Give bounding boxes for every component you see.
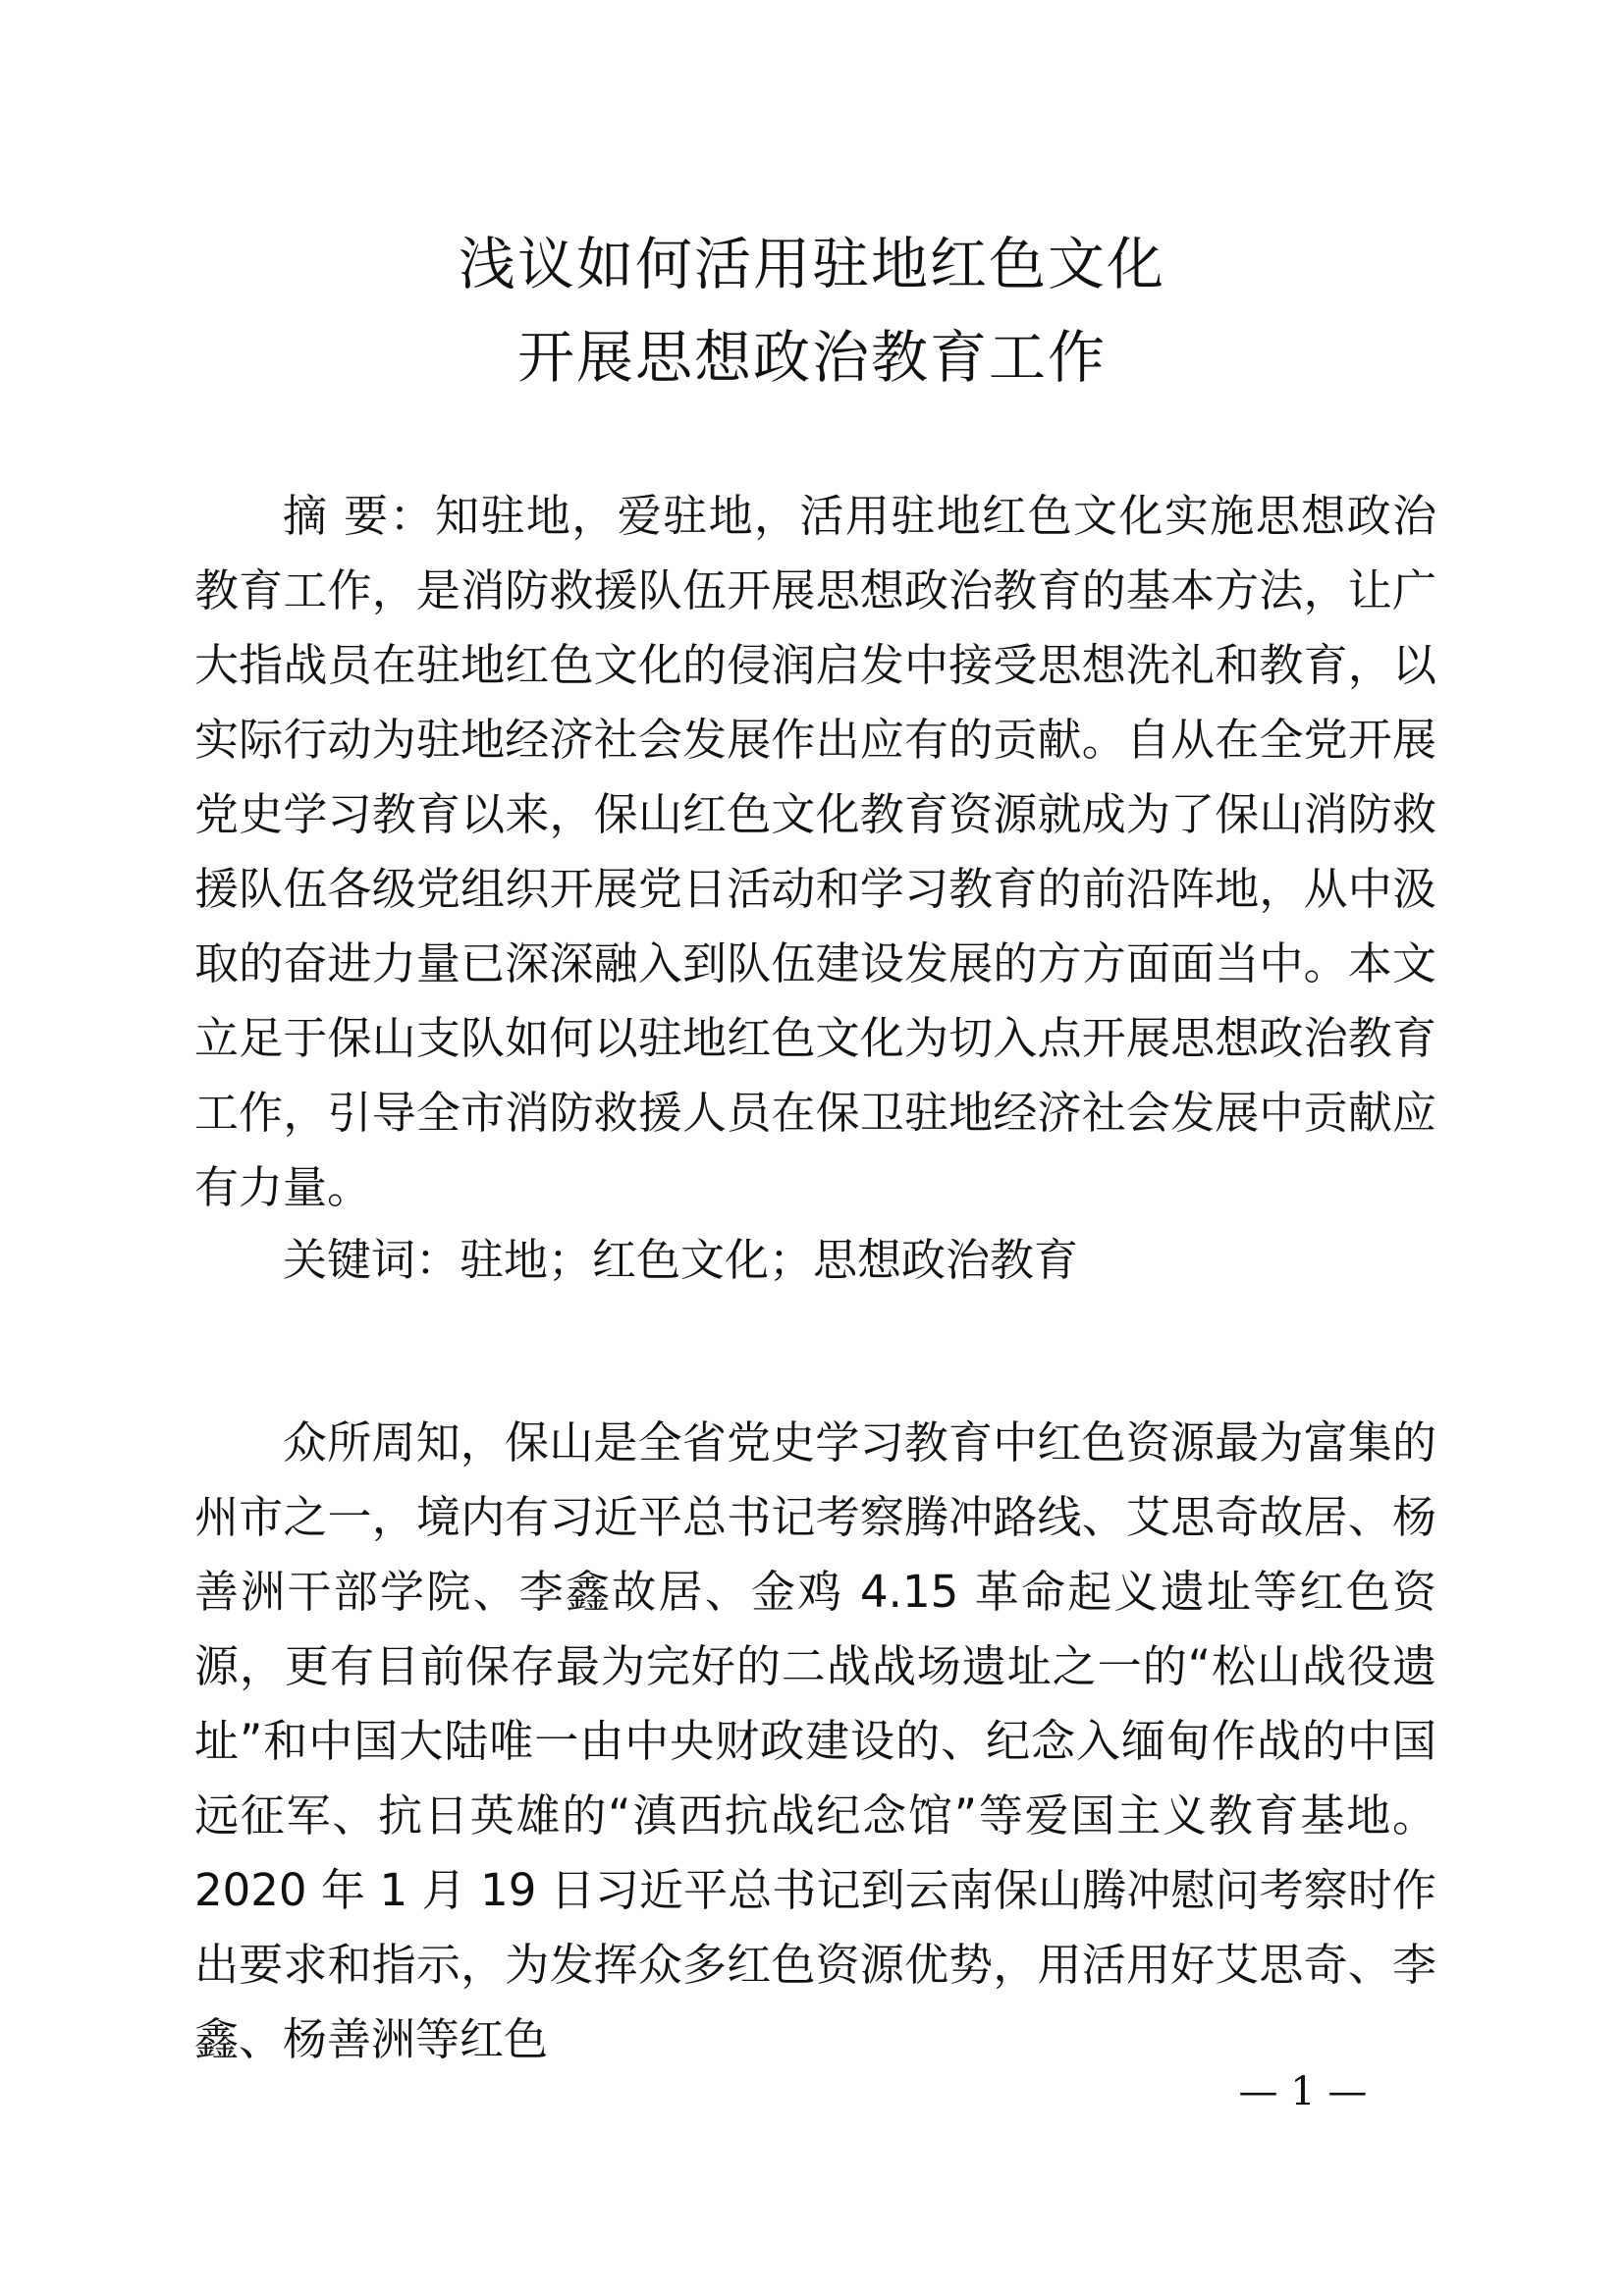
document-title-line-2: 开展思想政治教育工作	[516, 324, 1107, 391]
body-paragraph: 众所周知，保山是全省党史学习教育中红色资源最为富集的州市之一，境内有习近平总书记考察腾冲路线、艾思奇故居、杨善洲干部学院、李鑫故居、金鸡 4.15 革命起义遗址等红色资源，更有目前保存最为完好的二战战场遗址之一的“松山战役遗址”和中国大陆唯一由中央财政建设的、纪念入缅甸作战的中国远征军、抗日英雄的“滇西抗战纪念馆”等爱国主义教育基地。2020 年 1 月 19 日习近平总书记到云南保山腾冲慰问考察时作出要求和指示，为发挥众多红色资源优势，用活用好艾思奇、李鑫、杨善洲等红色	[194, 1416, 1436, 2065]
abstract-paragraph: 摘 要：知驻地，爱驻地，活用驻地红色文化实施思想政治教育工作，是消防救援队伍开展思想政治教育的基本方法，让广大指战员在驻地红色文化的侵润启发中接受思想洗礼和教育，以实际行动为驻地经济社会发展作出应有的贡献。自从在全党开展党史学习教育以来，保山红色文化教育资源就成为了保山消防救援队伍各级党组织开展党日活动和学习教育的前沿阵地，从中汲取的奋进力量已深深融入到队伍建设发展的方方面面当中。本文立足于保山支队如何以驻地红色文化为切入点开展思想政治教育工作，引导全市消防救援人员在保卫驻地经济社会发展中贡献应有力量。	[194, 490, 1436, 1213]
document-title-line-1: 浅议如何活用驻地红色文化	[458, 231, 1165, 297]
page-number: — 1 —	[1238, 2069, 1368, 2114]
keywords-line: 关键词：驻地；红色文化；思想政治教育	[283, 1234, 1079, 1286]
